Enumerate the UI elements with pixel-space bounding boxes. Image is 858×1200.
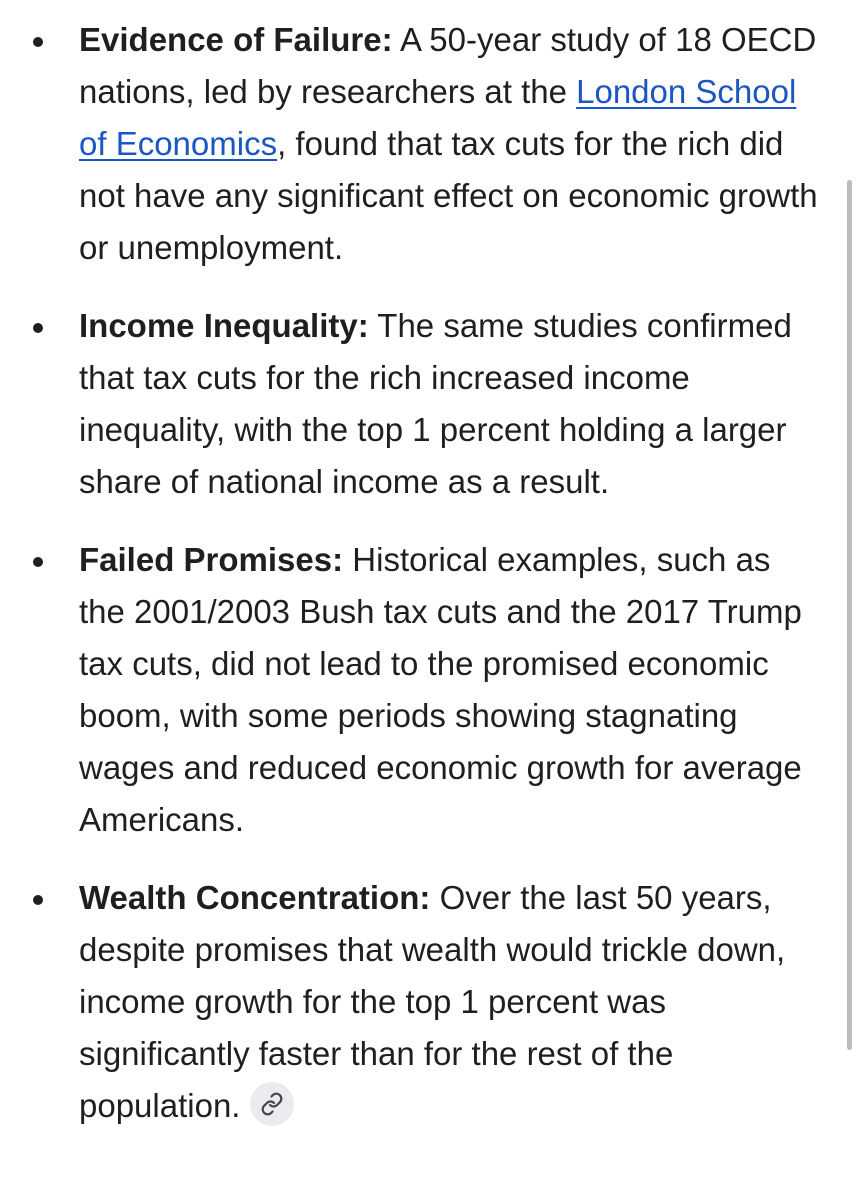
response-content [0,14,858,1158]
list-item-evidence-of-failure [0,14,858,274]
link-icon [260,1092,284,1116]
bullet-icon [33,323,43,333]
bullet-icon [33,557,43,567]
list-item-failed-promises [0,534,858,846]
bullet-list [0,14,858,1132]
bullet-icon [33,37,43,47]
item-text-continued: , found that tax cuts for the rich did not have any significant effect on economic growth or unemployment. [79,125,818,266]
item-heading: Failed Promises: [79,541,344,578]
item-text: Over the last 50 years, despite promises that wealth would trickle down, income growth for the top 1 percent was significantly faster than for the rest of the population. [79,879,786,1124]
item-text: Historical examples, such as the 2001/2003 Bush tax cuts and the 2017 Trump tax cuts, did not lead to the promised economic boom, with some periods showing stagnating wages and reduced economic growth for average Americans. [79,541,802,838]
list-item-income-inequality [0,300,858,508]
item-heading: Income Inequality: [79,307,369,344]
lse-link[interactable]: London School of Economics [79,73,797,162]
list-item-wealth-concentration [0,872,858,1132]
item-text: A 50-year study of 18 OECD nations, led by researchers at the [79,21,817,110]
item-text: The same studies confirmed that tax cuts for the rich increased income inequality, with the top 1 percent holding a larger share of national income as a result. [79,307,792,500]
item-heading: Evidence of Failure: [79,21,393,58]
item-heading: Wealth Concentration: [79,879,431,916]
scrollbar[interactable] [847,180,852,1050]
source-link-button[interactable] [250,1082,294,1126]
bullet-icon [33,895,43,905]
